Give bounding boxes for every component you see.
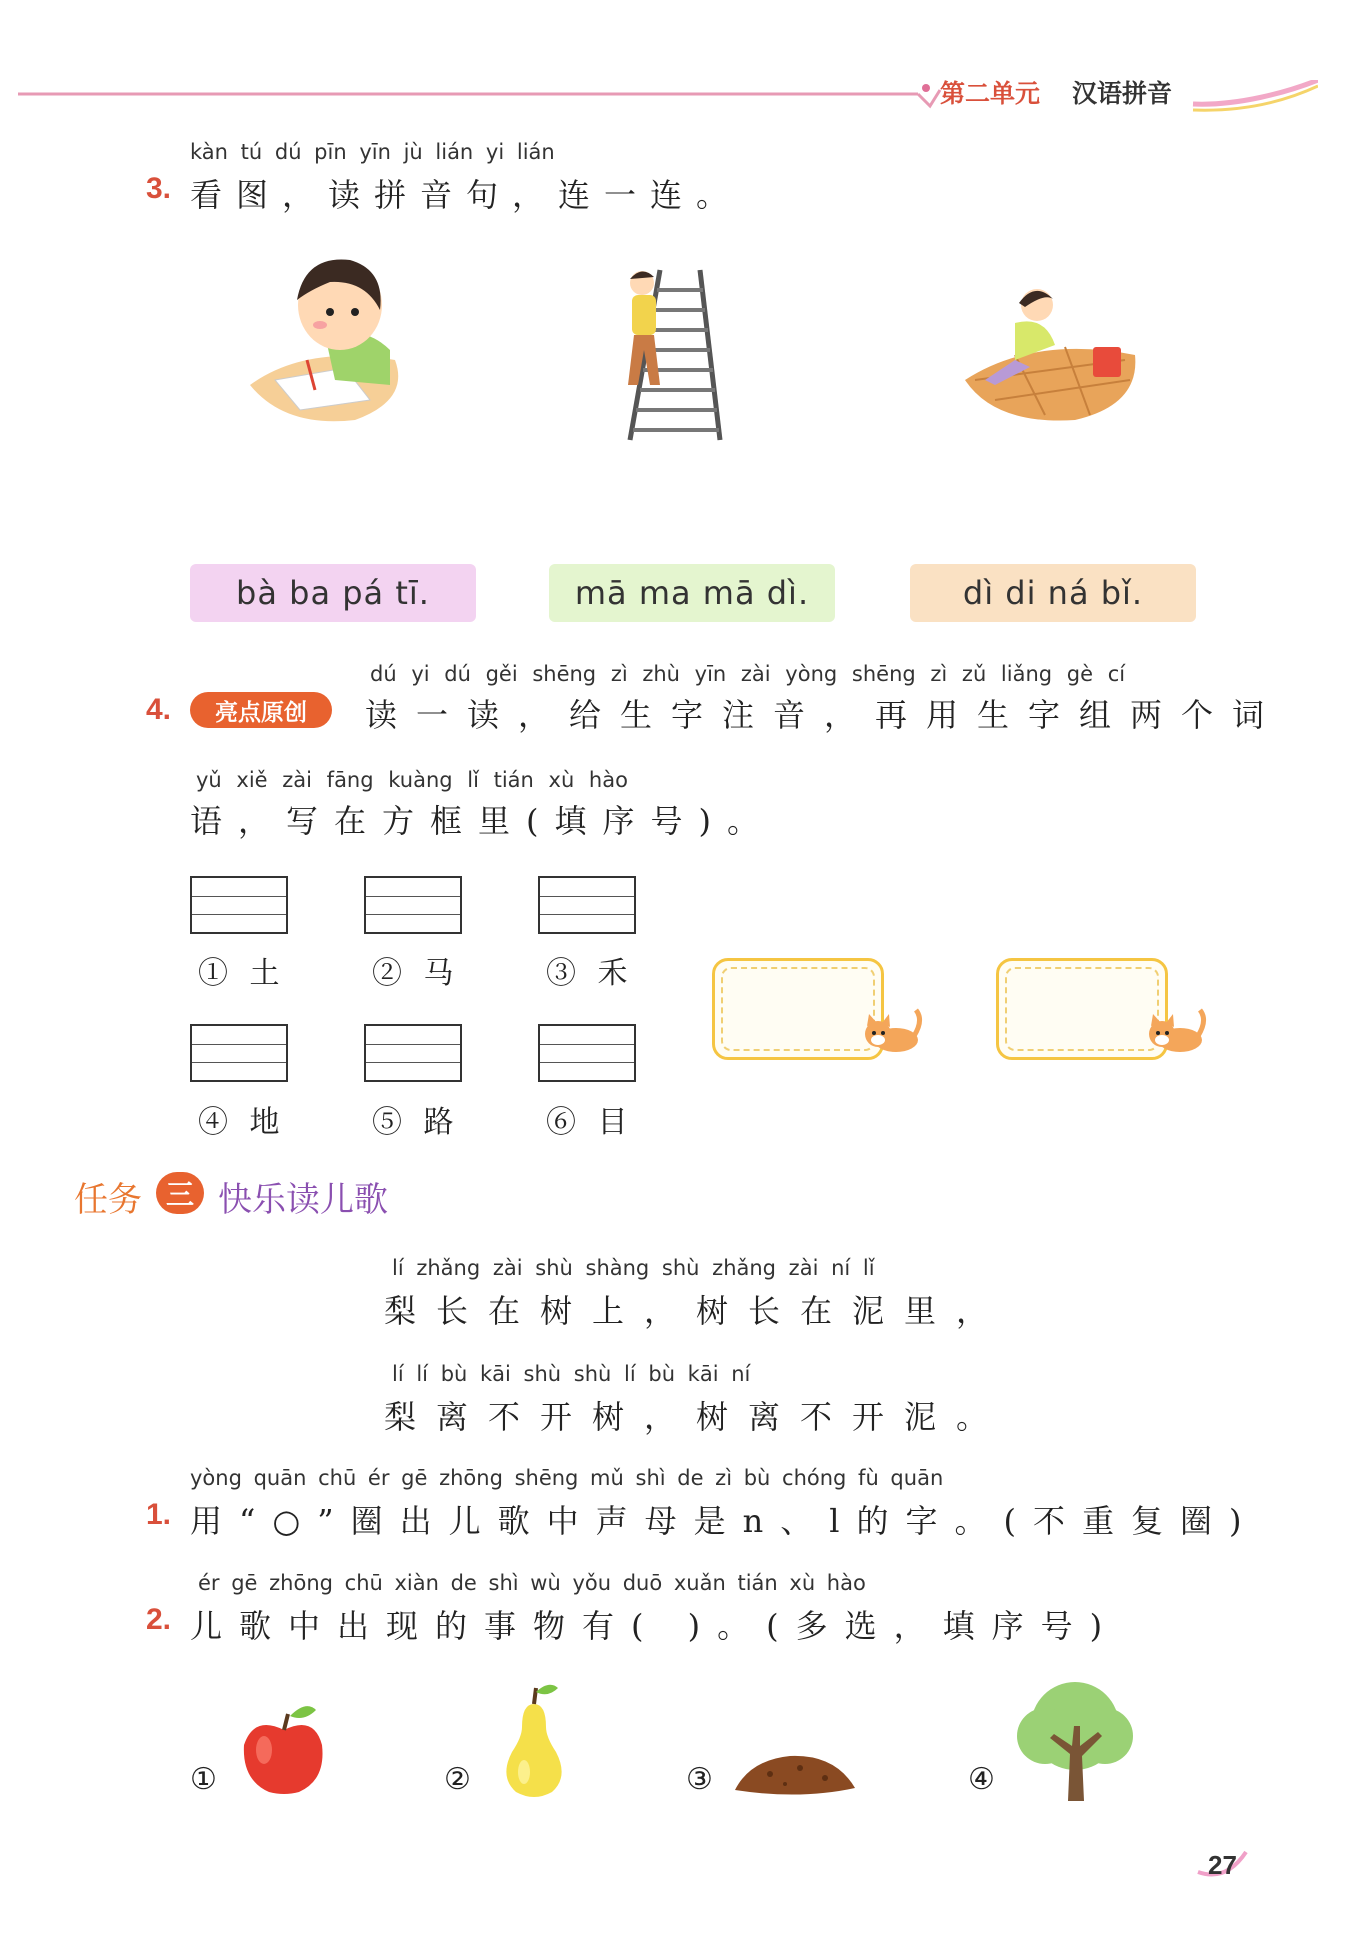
pinyin-card-2[interactable]: mā ma mā dì. <box>549 564 835 622</box>
kitten-icon <box>856 990 926 1060</box>
task-number-badge <box>156 1172 204 1214</box>
unit-title: 汉语拼音 <box>1072 79 1173 108</box>
option-4-label: ④ <box>968 1762 995 1797</box>
q3-instruction: 看图，读拼音句，连一连。 <box>190 176 743 214</box>
apple-icon[interactable] <box>234 1700 334 1800</box>
q4-number: 4. <box>146 693 172 726</box>
tree-icon[interactable] <box>1010 1676 1140 1806</box>
q4-pinyin-line1: dú yi dú gěi shēng zì zhù yīn zài yòng shēng zì zǔ liǎng gè cí <box>370 662 1126 686</box>
char-label-5: ⑤ 路 <box>372 1105 460 1140</box>
writing-grid-6[interactable] <box>538 1024 636 1082</box>
original-badge <box>190 692 332 728</box>
pear-icon[interactable] <box>494 1682 574 1802</box>
q3-number: 3. <box>146 172 172 205</box>
poem-line1: 梨长在树上，树长在泥里， <box>384 1292 1009 1330</box>
p2-instruction: 儿歌中出现的事物有( )。(多选，填序号) <box>190 1607 1120 1645</box>
p1-number: 1. <box>146 1498 172 1531</box>
writing-grid-3[interactable] <box>538 876 636 934</box>
option-3-label: ③ <box>686 1762 713 1797</box>
soil-icon[interactable] <box>730 1740 860 1800</box>
p2-number: 2. <box>146 1603 172 1636</box>
writing-grid-4[interactable] <box>190 1024 288 1082</box>
boy-writing-illustration <box>245 250 415 430</box>
woman-cleaning-floor-illustration <box>955 285 1145 425</box>
q4-instruction-line2: 语，写在方框里(填序号)。 <box>190 802 775 840</box>
page-number: 27 <box>1208 1850 1237 1880</box>
option-2-label: ② <box>444 1762 471 1797</box>
option-1-label: ① <box>190 1762 217 1797</box>
writing-grid-2[interactable] <box>364 876 462 934</box>
task-title: 快乐读儿歌 <box>218 1180 388 1220</box>
char-label-4: ④ 地 <box>198 1105 286 1140</box>
task-prefix: 任务 <box>74 1180 142 1220</box>
pinyin-card-1[interactable]: bà ba pá tī. <box>190 564 476 622</box>
char-label-6: ⑥ 目 <box>546 1105 634 1140</box>
char-label-1: ① 土 <box>198 956 286 991</box>
pinyin-card-3[interactable]: dì di ná bǐ. <box>910 564 1196 622</box>
p1-instruction: 用“○”圈出儿歌中声母是n、l的字。(不重复圈) <box>190 1502 1259 1540</box>
poem-line2: 梨离不开树，树离不开泥。 <box>384 1398 1009 1436</box>
writing-grid-1[interactable] <box>190 876 288 934</box>
man-climbing-ladder-illustration <box>620 265 730 445</box>
char-label-2: ② 马 <box>372 956 460 991</box>
p2-pinyin: ér gē zhōng chū xiàn de shì wù yǒu duō xuǎn tián xù hào <box>198 1571 866 1595</box>
kitten-icon <box>1140 990 1210 1060</box>
q4-instruction-line1: 读一读，给生字注音，再用生字组两个词 <box>365 696 1284 734</box>
task-number: 三 <box>165 1178 194 1211</box>
char-label-3: ③ 禾 <box>546 956 634 991</box>
q3-pinyin: kàn tú dú pīn yīn jù lián yi lián <box>190 140 555 164</box>
original-badge-label: 亮点原创 <box>215 699 307 726</box>
poem-line1-pinyin: lí zhǎng zài shù shàng shù zhǎng zài ní lǐ <box>392 1256 875 1280</box>
unit-label: 第二单元 <box>940 79 1041 108</box>
poem-line2-pinyin: lí lí bù kāi shù shù lí bù kāi ní <box>392 1362 751 1386</box>
writing-grid-5[interactable] <box>364 1024 462 1082</box>
q4-pinyin-line2: yǔ xiě zài fāng kuàng lǐ tián xù hào <box>196 768 628 792</box>
p1-pinyin: yòng quān chū ér gē zhōng shēng mǔ shì de zì bù chóng fù quān <box>190 1466 944 1490</box>
